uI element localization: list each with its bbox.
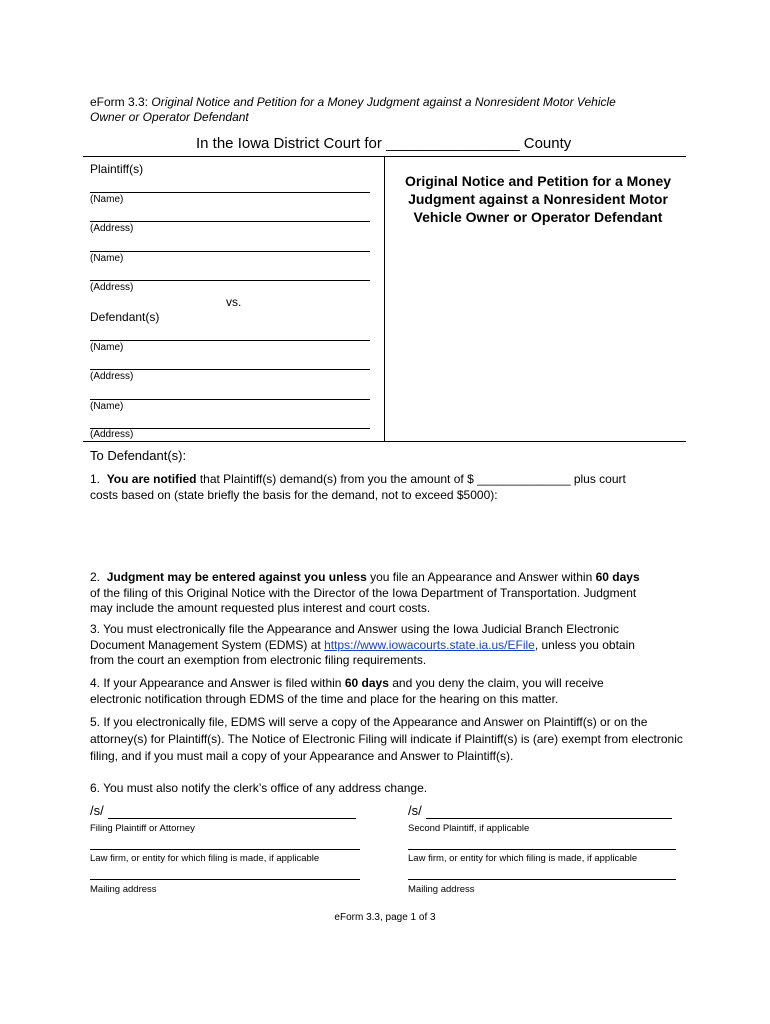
paragraph-4 — [90, 676, 715, 707]
paragraph-2-line3: may include the amount requested plus interest and court costs. — [90, 601, 431, 615]
right-sig-prefix: /s/ — [408, 803, 422, 818]
paragraph-4-days: 60 days — [344, 676, 389, 690]
paragraph-5-line1: 5. If you electronically file, EDMS will serve a copy of the Appearance and Answer on Plaintiff(s) or on the — [90, 715, 648, 729]
left-signature-label: Filing Plaintiff or Attorney — [90, 823, 195, 834]
to-defendants: To Defendant(s): — [90, 448, 187, 463]
paragraph-3-text-post: , unless you obtain — [534, 637, 635, 652]
document-title-line3: Vehicle Owner or Operator Defendant — [413, 209, 663, 225]
right-signature-label: Second Plaintiff, if applicable — [408, 823, 530, 834]
court-prefix: In the Iowa District Court for — [196, 135, 382, 152]
left-mailing-label: Mailing address — [90, 884, 157, 895]
document-title-line1: Original Notice and Petition for a Money — [404, 173, 672, 189]
paragraph-4-text-post: and you deny the claim, you will receive — [392, 676, 604, 690]
left-law-firm-label: Law firm, or entity for which filing is made, if applicable — [90, 853, 320, 864]
paragraph-3 — [90, 622, 715, 669]
plaintiff2-name-line[interactable] — [90, 251, 370, 252]
paragraph-6: 6. You must also notify the clerk’s office of any address change. — [90, 781, 428, 795]
paragraph-5-line2: attorney(s) for Plaintiff(s). The Notice of Electronic Filing will indicate if Plaintiff(s) is (are) exempt from electronic — [90, 732, 683, 746]
court-heading — [196, 135, 571, 153]
paragraph-4-line1 — [90, 676, 715, 692]
left-signature-line[interactable] — [108, 818, 356, 819]
defendant1-name-label: (Name) — [90, 342, 124, 353]
form-title: Original Notice and Petition for a Money Judgment against a Nonresident Motor Vehicle — [151, 95, 616, 109]
paragraph-3-text: Document Management System (EDMS) at — [90, 637, 321, 652]
paragraph-1-number: 1. — [90, 472, 101, 486]
defendant1-address-line[interactable] — [90, 369, 370, 370]
paragraph-1-line1 — [90, 472, 715, 488]
paragraph-3-line1: 3. You must electronically file the Appearance and Answer using the Iowa Judicial Branch Electronic — [90, 622, 619, 636]
page-footer: eForm 3.3, page 1 of 3 — [334, 912, 436, 923]
vs-label: vs. — [226, 295, 242, 309]
form-id: eForm 3.3: — [90, 95, 149, 109]
paragraph-5 — [90, 714, 715, 765]
paragraph-2 — [90, 570, 715, 617]
county-blank[interactable]: ________________ — [386, 135, 520, 152]
right-mailing-line[interactable] — [408, 879, 676, 880]
paragraph-2-days: 60 days — [595, 570, 640, 584]
defendant1-address-label: (Address) — [90, 371, 134, 382]
efile-link[interactable]: https://www.iowacourts.state.ia.us/EFile — [324, 637, 535, 652]
plaintiffs-label: Plaintiff(s) — [90, 162, 144, 176]
form-header-line1 — [90, 95, 710, 110]
paragraph-1-bold: You are notified — [106, 472, 197, 486]
paragraph-1 — [90, 472, 715, 503]
plaintiff1-address-label: (Address) — [90, 223, 134, 234]
plaintiff1-name-line[interactable] — [90, 192, 370, 193]
defendant1-name-line[interactable] — [90, 340, 370, 341]
plaintiff1-address-line[interactable] — [90, 221, 370, 222]
form-title-line2: Owner or Operator Defendant — [90, 110, 249, 124]
left-sig-prefix: /s/ — [90, 803, 104, 818]
plaintiff2-address-line[interactable] — [90, 280, 370, 281]
caption-divider — [384, 156, 385, 441]
form-header — [90, 95, 710, 125]
paragraph-4-text: 4. If your Appearance and Answer is filed within — [90, 676, 342, 690]
right-law-firm-line[interactable] — [408, 849, 676, 850]
right-signature-line[interactable] — [426, 818, 672, 819]
document-title-line2: Judgment against a Nonresident Motor — [408, 191, 668, 207]
paragraph-2-text: you file an Appearance and Answer within — [370, 570, 593, 584]
paragraph-1-text: that Plaintiff(s) demand(s) from you the amount of $ ______________ plus court — [199, 472, 626, 486]
paragraph-5-line3: filing, and if you must mail a copy of your Appearance and Answer to Plaintiff(s). — [90, 749, 514, 763]
defendant2-address-label: (Address) — [90, 429, 134, 440]
plaintiff2-address-label: (Address) — [90, 282, 134, 293]
paragraph-4-line2: electronic notification through EDMS of the time and place for the hearing on this matter. — [90, 691, 559, 706]
paragraph-2-line1 — [90, 570, 715, 586]
plaintiff1-name-label: (Name) — [90, 194, 124, 205]
right-mailing-label: Mailing address — [408, 884, 475, 895]
right-law-firm-label: Law firm, or entity for which filing is made, if applicable — [408, 853, 638, 864]
defendant2-name-label: (Name) — [90, 401, 124, 412]
paragraph-3-line3: from the court an exemption from electronic filing requirements. — [90, 653, 427, 667]
left-law-firm-line[interactable] — [90, 849, 360, 850]
defendant2-name-line[interactable] — [90, 399, 370, 400]
paragraph-3-line2 — [90, 638, 715, 654]
court-suffix: County — [523, 135, 572, 152]
defendants-label: Defendant(s) — [90, 310, 160, 324]
paragraph-2-line2: of the filing of this Original Notice with the Director of the Iowa Department of Transportation. Judgment — [90, 585, 637, 600]
paragraph-2-number: 2. — [90, 570, 101, 584]
document-title — [388, 172, 688, 226]
paragraph-2-bold: Judgment may be entered against you unless — [106, 570, 367, 584]
left-mailing-line[interactable] — [90, 879, 360, 880]
plaintiff2-name-label: (Name) — [90, 253, 124, 264]
paragraph-1-line2: costs based on (state briefly the basis for the demand, not to exceed $5000): — [90, 487, 498, 502]
caption-bottom-rule — [83, 441, 686, 442]
